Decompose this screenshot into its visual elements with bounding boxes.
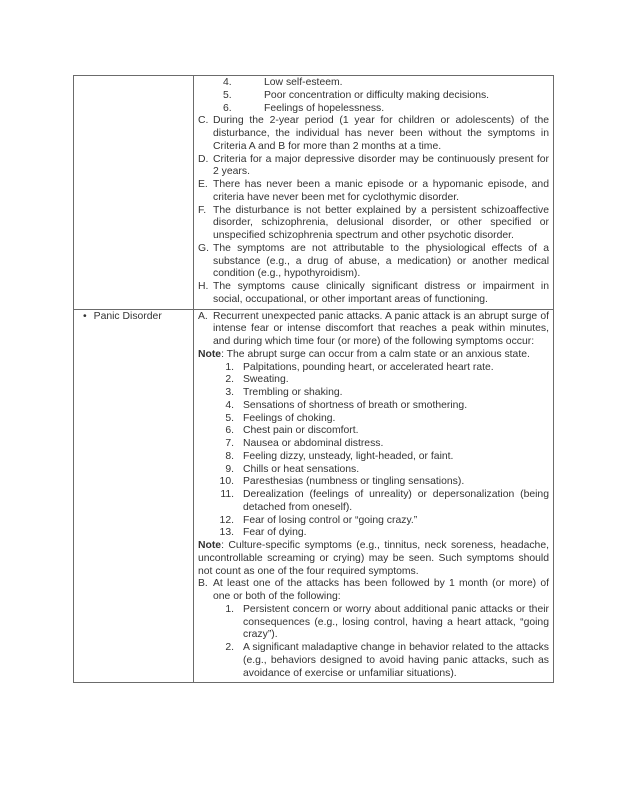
sub-list-item [218, 642, 549, 680]
item-text: Feelings of hopelessness. [264, 102, 385, 114]
list-item [216, 425, 549, 438]
list-item [198, 311, 549, 349]
item-marker: 13. [219, 527, 234, 539]
numtab-list [198, 77, 549, 115]
item-body [243, 527, 549, 540]
list-item [216, 438, 549, 451]
list-item [198, 243, 549, 281]
list-item [216, 387, 549, 400]
sub-item-body [243, 642, 549, 680]
nums-list [198, 362, 549, 541]
item-marker: 2. [225, 374, 234, 386]
item-marker: 8. [225, 450, 234, 462]
note-text: : Culture-specific symptoms (e.g., tinnitus, neck soreness, headache, uncontrollable screaming or crying) may be seen. Such symptoms should not count as one of the four required symptoms. [198, 540, 549, 577]
item-body [243, 413, 549, 426]
criteria-cell [194, 76, 554, 310]
item-body [264, 103, 549, 116]
item-body [213, 205, 549, 243]
list-item [223, 103, 549, 116]
item-body [264, 90, 549, 103]
note-label: Note [198, 348, 222, 360]
item-body [264, 77, 549, 90]
item-marker: 4. [225, 399, 234, 411]
list-item [216, 413, 549, 426]
item-text: Criteria for a major depressive disorder may be continuously present for 2 years. [213, 153, 549, 178]
item-marker: B. [198, 578, 208, 590]
list-item [198, 578, 549, 680]
list-item [198, 115, 549, 153]
item-text: Sensations of shortness of breath or smothering. [243, 399, 468, 411]
diagnostic-criteria-table [73, 75, 554, 683]
item-body [213, 311, 549, 349]
item-marker: 9. [225, 463, 234, 475]
item-text: Nausea or abdominal distress. [243, 438, 384, 449]
item-marker: D. [198, 153, 209, 165]
sub-item-text: Persistent concern or worry about additional panic attacks or their consequences (e.g., losing control, having a heart attack, “going crazy”). [243, 603, 549, 641]
item-text: Feeling dizzy, unsteady, light-headed, or faint. [243, 450, 454, 462]
item-text: The symptoms cause clinically significant distress or impairment in social, occupational, or other important areas of functioning. [213, 281, 549, 305]
item-marker: 5. [225, 412, 234, 424]
item-text: Poor concentration or difficulty making decisions. [264, 89, 490, 101]
disorder-cell [74, 309, 194, 683]
item-text: Paresthesias (numbness or tingling sensations). [243, 476, 465, 488]
item-marker: 3. [225, 387, 234, 398]
letters-list [198, 115, 549, 306]
item-text: The symptoms are not attributable to the physiological effects of a substance (e.g., a drug of abuse, a medication) or another medical condition (e.g., hypothyroidism). [213, 242, 549, 280]
list-item [223, 77, 549, 90]
item-marker: 4. [223, 77, 232, 88]
sub-item-text: A significant maladaptive change in behavior related to the attacks (e.g., behaviors designed to avoid having panic attacks, such as avoidance of exercise or unfamiliar situations). [243, 642, 549, 679]
item-text: During the 2-year period (1 year for children or adolescents) of the disturbance, the individual has never been without the symptoms in Criteria A and B for more than 2 months at a time. [213, 115, 549, 152]
sub-list-item [218, 604, 549, 642]
item-marker: 11. [220, 489, 234, 500]
list-item [198, 179, 549, 205]
item-body [243, 464, 549, 477]
list-item [216, 489, 549, 515]
table-row [74, 76, 554, 310]
item-marker: 6. [223, 102, 232, 114]
item-marker: 5. [223, 89, 232, 101]
item-body [243, 387, 549, 400]
letters-list [198, 311, 549, 349]
list-item [216, 374, 549, 387]
item-text: At least one of the attacks has been followed by 1 month (or more) of one or both of the following: [213, 578, 549, 602]
disorder-label-wrap [83, 311, 189, 324]
sub-item-body [243, 604, 549, 642]
item-body [243, 362, 549, 375]
item-text: Derealization (feelings of unreality) or depersonalization (being detached from oneself). [243, 489, 549, 513]
item-text: The disturbance is not better explained by a persistent schizoaffective disorder, schizophrenia, delusional disorder, or other specified or unspecified schizophrenia spectrum and other psychotic disorder. [213, 204, 549, 241]
item-text: Fear of dying. [243, 527, 307, 539]
bullet-icon: • [83, 310, 87, 322]
item-marker: H. [198, 281, 209, 292]
letters-list [198, 578, 549, 680]
item-body [213, 154, 549, 180]
item-marker: C. [198, 115, 209, 127]
item-body [243, 374, 549, 387]
item-marker: E. [198, 179, 208, 190]
item-text: Low self-esteem. [264, 77, 343, 88]
item-text: Feelings of choking. [243, 412, 336, 424]
item-body [243, 400, 549, 413]
item-marker: 6. [225, 425, 234, 437]
item-body [243, 438, 549, 451]
item-body [213, 115, 549, 153]
item-body [213, 578, 549, 680]
list-item [216, 476, 549, 489]
item-marker: F. [198, 204, 207, 216]
item-body [243, 489, 549, 515]
list-item [216, 362, 549, 375]
list-item [216, 400, 549, 413]
list-item [216, 464, 549, 477]
item-text: Fear of losing control or “going crazy.” [243, 514, 418, 526]
note-text: : The abrupt surge can occur from a calm state or an anxious state. [221, 348, 530, 360]
item-body [243, 451, 549, 464]
list-item [216, 527, 549, 540]
item-marker: G. [198, 242, 209, 254]
list-item [198, 281, 549, 307]
list-item [216, 515, 549, 528]
item-marker: 12. [219, 514, 234, 526]
item-body [243, 515, 549, 528]
list-item [216, 451, 549, 464]
item-text: Trembling or shaking. [243, 387, 343, 398]
item-text: Sweating. [243, 374, 289, 386]
item-body [243, 425, 549, 438]
item-text: Chest pain or discomfort. [243, 425, 359, 437]
note-label: Note [198, 540, 222, 551]
table-row [74, 309, 554, 683]
item-body [243, 476, 549, 489]
item-body [213, 179, 549, 205]
item-marker: 1. [225, 361, 234, 373]
item-text: Palpitations, pounding heart, or accelerated heart rate. [243, 361, 494, 373]
sub-item-marker: 1. [225, 603, 234, 615]
disorder-label: Panic Disorder [93, 310, 162, 322]
item-marker: 7. [225, 438, 234, 449]
list-item [223, 90, 549, 103]
list-item [198, 154, 549, 180]
item-marker: 10. [219, 476, 234, 488]
table-body [74, 76, 554, 683]
item-text: There has never been a manic episode or a hypomanic episode, and criteria have never been met for cyclothymic disorder. [213, 179, 549, 203]
item-body [213, 281, 549, 307]
note-paragraph [198, 349, 549, 362]
note-paragraph [198, 540, 549, 578]
item-marker: A. [198, 310, 208, 322]
criteria-cell [194, 309, 554, 683]
item-text: Chills or heat sensations. [243, 463, 360, 475]
sub-item-marker: 2. [225, 642, 234, 653]
disorder-cell [74, 76, 194, 310]
list-item [198, 205, 549, 243]
item-body [213, 243, 549, 281]
item-text: Recurrent unexpected panic attacks. A panic attack is an abrupt surge of intense fear or intense discomfort that reaches a peak within minutes, and during which time four (or more) of the following symptoms occur: [213, 310, 549, 347]
